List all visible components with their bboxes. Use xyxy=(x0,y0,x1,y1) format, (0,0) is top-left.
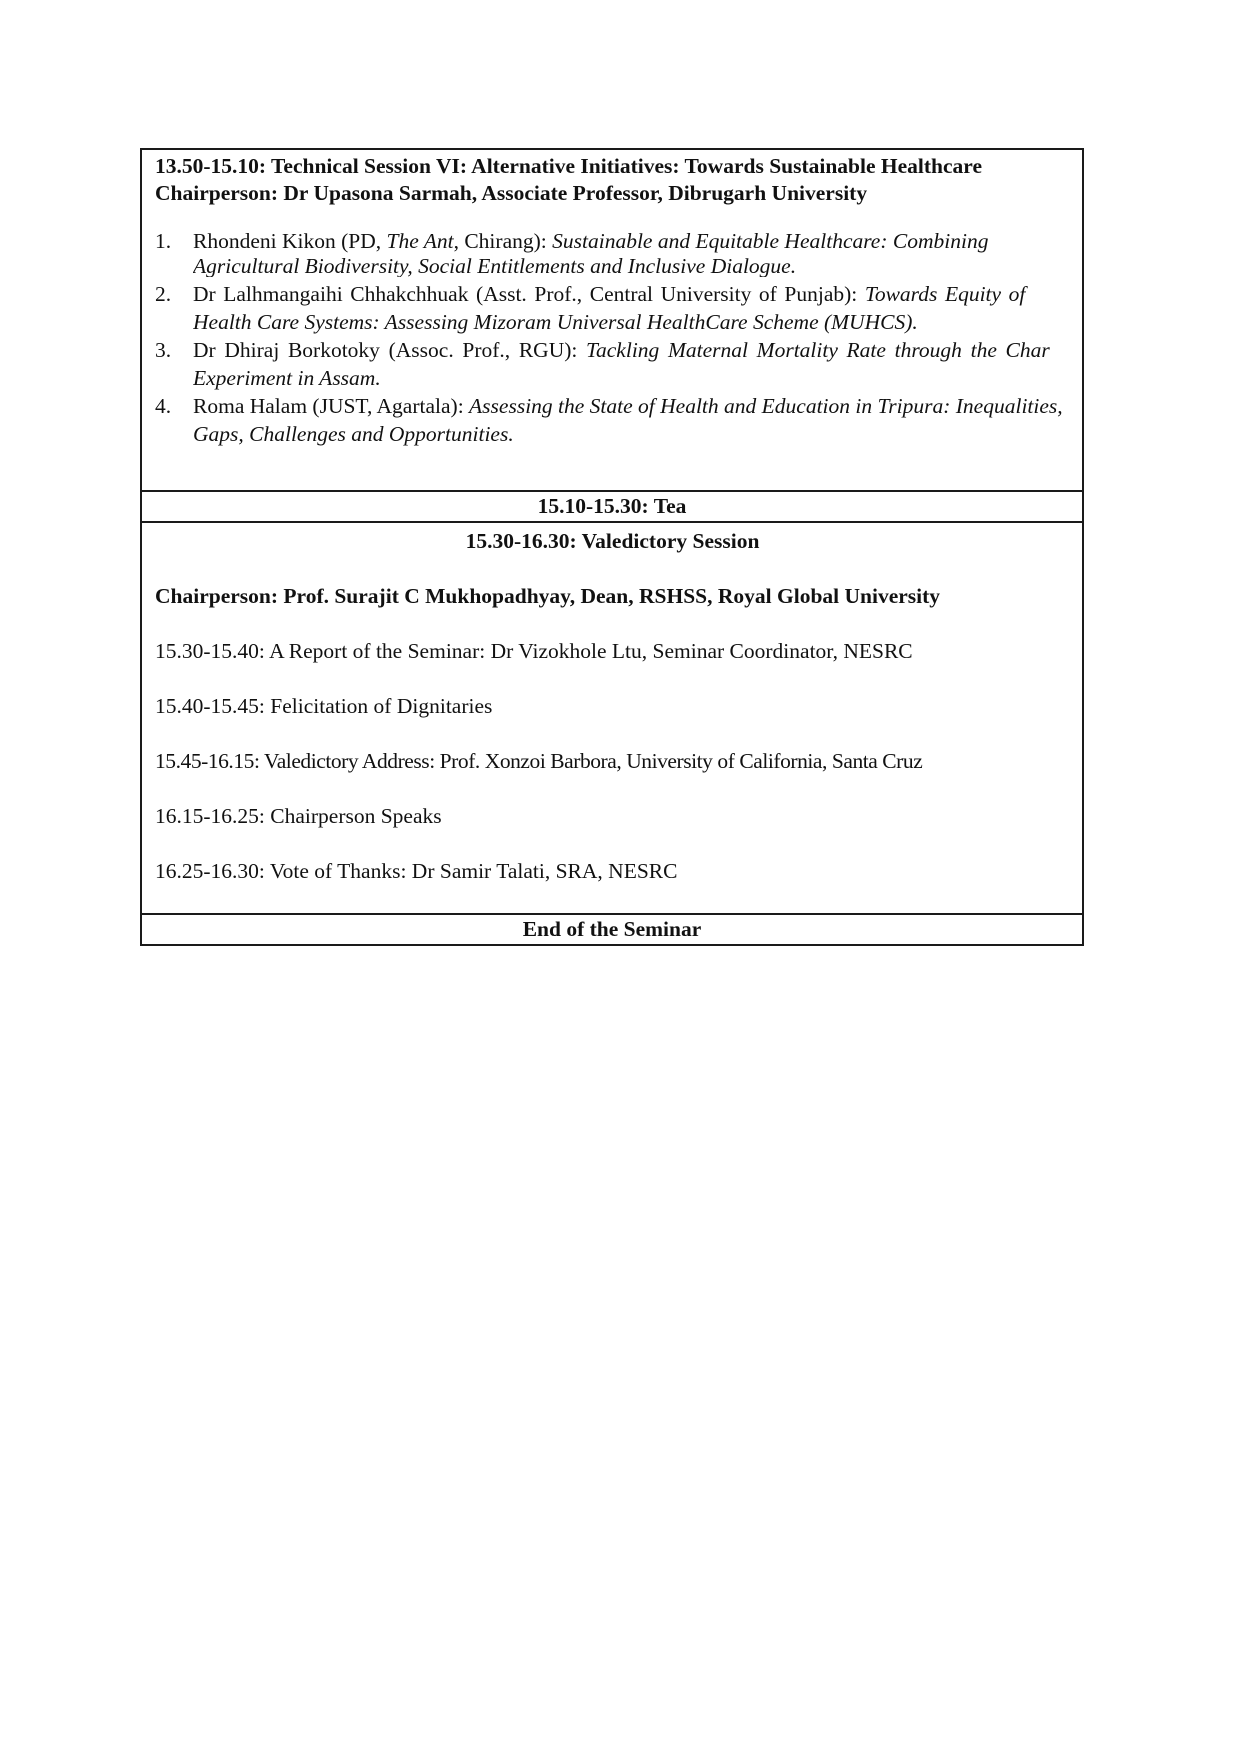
paper-entry xyxy=(193,392,1070,448)
paper-speaker: Dr Dhiraj Borkotoky (Assoc. Prof., RGU): xyxy=(193,338,587,362)
paper-entry xyxy=(193,227,1070,277)
list-item: 15.40-15.45: Felicitation of Dignitaries xyxy=(155,694,493,718)
technical-session-vi xyxy=(142,150,1082,490)
list-item: 15.30-15.40: A Report of the Seminar: Dr Vizokhole Ltu, Seminar Coordinator, NESRC xyxy=(155,639,913,663)
paper-title: Towards Equity of xyxy=(864,282,1026,306)
list-item xyxy=(155,227,1070,277)
list-item: 15.45-16.15: Valedictory Address: Prof. Xonzoi Barbora, University of California, Santa Cruz xyxy=(155,749,923,773)
paper-title-cont: Gaps, Challenges and Opportunities. xyxy=(193,422,514,446)
paper-title-cont: Health Care Systems: Assessing Mizoram Universal HealthCare Scheme (MUHCS). xyxy=(193,310,918,334)
programme-table xyxy=(140,148,1084,946)
list-item xyxy=(155,280,1070,336)
paper-entry xyxy=(193,336,1070,392)
end-of-seminar-row: End of the Seminar xyxy=(142,913,1082,944)
list-item xyxy=(155,392,1070,448)
paper-org: The Ant xyxy=(386,229,454,253)
session-title: 13.50-15.10: Technical Session VI: Alternative Initiatives: Towards Sustainable Healthcare xyxy=(155,154,983,178)
paper-entry xyxy=(193,280,1070,336)
paper-title: Assessing the State of Health and Education in Tripura: Inequalities, xyxy=(469,394,1063,418)
valedictory-title: 15.30-16.30: Valedictory Session xyxy=(465,529,760,553)
paper-title-cont: Agricultural Biodiversity, Social Entitlements and Inclusive Dialogue. xyxy=(193,255,797,277)
paper-title: Tackling Maternal Mortality Rate through the Char xyxy=(586,338,1050,362)
paper-title: Sustainable and Equitable Healthcare: Combining xyxy=(552,229,989,253)
paper-number: 1. xyxy=(155,229,172,253)
list-item xyxy=(155,336,1070,392)
list-item: 16.25-16.30: Vote of Thanks: Dr Samir Talati, SRA, NESRC xyxy=(155,859,678,883)
paper-speaker-tail: , Chirang): xyxy=(453,229,553,253)
paper-title-cont: Experiment in Assam. xyxy=(193,366,381,390)
paper-speaker: Rhondeni Kikon (PD, xyxy=(193,229,387,253)
paper-number: 3. xyxy=(155,338,172,362)
tea-break-row: 15.10-15.30: Tea xyxy=(142,490,1082,521)
paper-number: 2. xyxy=(155,282,172,306)
paper-speaker: Dr Lalhmangaihi Chhakchhuak (Asst. Prof., Central University of Punjab): xyxy=(193,282,865,306)
paper-number: 4. xyxy=(155,394,172,418)
paper-speaker: Roma Halam (JUST, Agartala): xyxy=(193,394,470,418)
session-chairperson: Chairperson: Dr Upasona Sarmah, Associate Professor, Dibrugarh University xyxy=(155,181,868,205)
paper-list xyxy=(155,227,1070,448)
valedictory-session xyxy=(142,521,1082,913)
list-item: 16.15-16.25: Chairperson Speaks xyxy=(155,804,442,828)
valedictory-chairperson: Chairperson: Prof. Surajit C Mukhopadhyay, Dean, RSHSS, Royal Global University xyxy=(155,584,941,608)
